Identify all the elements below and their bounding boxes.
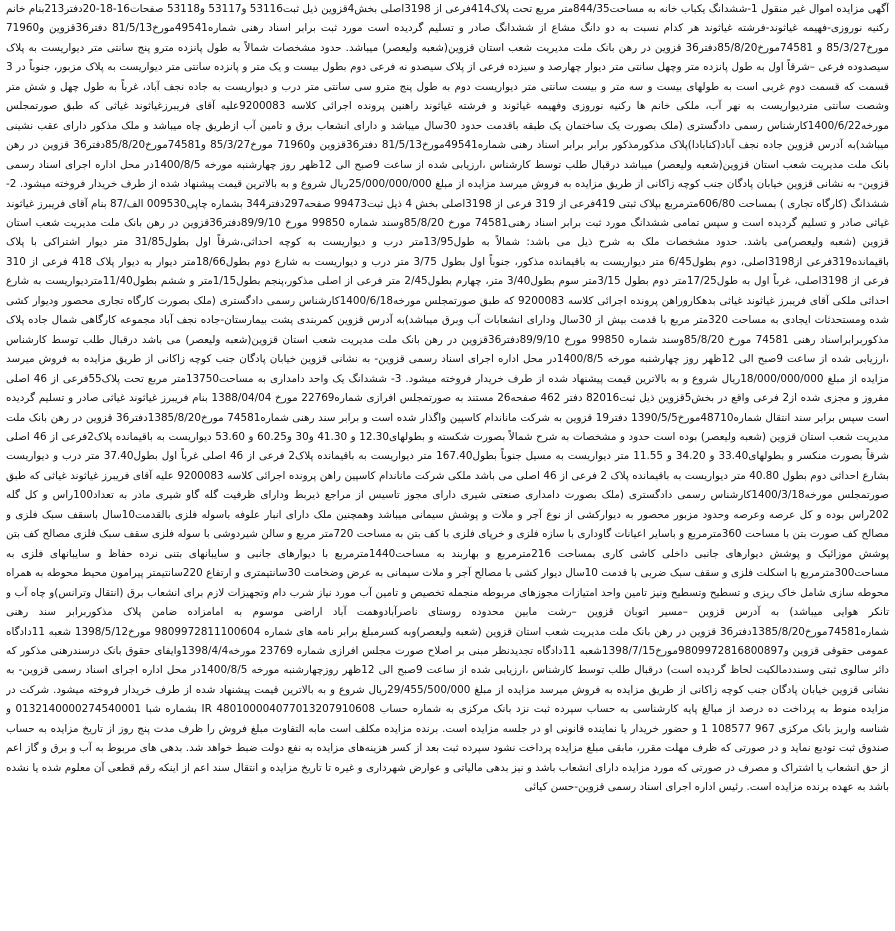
notice-body: [6, 0, 889, 798]
auction-notice: [6, 0, 889, 926]
notice-signature: رئیس اداره اجرای اسناد رسمی قزوین-حسن کیائی: [524, 781, 744, 794]
notice-body-text: آگهی مزایده اموال غیر منقول 1-ششدانگ یکباب خانه به مساحت844/35متر مربع تحت پلاک414فرعی از 3198اصلی بخش4قزوین ذیل ثبت53116 و53117 و53118 صفحات16-18-20دفتر213بنام خانم رکنیه نوروزی-فهیمه غیاثوند-فرشته غیاثوند هر کدام نسبت به دو دانگ مشاع از ششدانگ صادر و تسلیم گردیده است مورد ثبت برابر اسناد رهنی شماره49541مورخ81/5/13 دفتر36قزوین و71960 مورخ85/3/27 و 74581مورخ85/8/20دفتر36 قزوین در رهن بانک ملت مدیریت شعب استان قزوین(شعبه ولیعصر) میباشد. حدود مشخصات شمالاً به طول پانزده مترو پنج سانتی متر دیواریست به پلاک سیصدوده فرعی –شرقاً اول به طول پانزده متر وچهل سانتی متر دیوار چهارصد و سیزده فرعی از پلاک سیصدو نه فرعی دوم بطول بیست و یک متر و پانزده سانتی متر دیواریست به پلاک مزبور، جنوباً در 3 قسمت که قسمت دوم غربی است به طولهای بیست و سه متر و بیست سانتی متر دیواریست دوم به طول پنج مترو سی سانتی متر درب و دیواریست به جاده نجف آباد، غرباً به طول چهل و شش متر وشصت سانتی متردیواریست به نهر آب، ملکی خانم ها رکنیه نوروزی وفهیمه غیاثوند و فرشته غیاثوند راهنین پرونده اجرائی کلاسه 9200083علیه آقای فریبرزغیاثوند غیاثی که طبق صورتمجلس مورخه1400/6/22کارشناس رسمی دادگستری (ملک بصورت یک ساختمان یک طبقه باقدمت حدود 30سال میباشد و دارای انشعاب برق و تامین آب ازطریق چاه میباشد و ملک مذکور دارای عقب نشینی میباشد)به آدرس قزوین جاده نجف آباد(کنابادا)پلاک مذکورمذکور برابر برابر اسناد رهنی شماره49541مورخ81/5/13 دفتر36قزوین و71960 مورخ85/3/27 و74581مورخ85/8/20دفتر36 قزوین در رهن بانک ملت مدیریت شعب استان قزوین(شعبه ولیعصر) میباشد درقبال طلب توسط کارشناس ،ارزیابی شده از ساعت 9صبح الی 12ظهر روز چهارشنبه مورخه 1400/8/5در محل اداره اجرای اسناد رسمی قزوین- به نشانی قزوین خیابان پادگان جنب کوچه زاکانی از طریق مزایده به فروش میرسد مزایده از مبلغ 25/000/000/000ریال شروع و به بالاترین قیمت پیشنهاد شده از طرف خریدار فروخته میشود. 2-ششدانگ (کارگاه تجاری ) بمساحت 606/80مترمربع بپلاک ثبتی 419فرعی از 319 فرعی از 3198اصلی بخش 4 ذیل ثبت99473 صفحه297دفتر344 بشماره چاپی009530 الف/87 بنام آقای فریبرز غیاثوند غیاثی صادر و تسلیم گردیده است و سپس تمامی ششدانگ مورد ثبت برابر اسناد رهنی74581 مورخ 85/8/20وسند شماره 99850 مورخ 89/9/10دفتر36قزوین در رهن بانک ملت مدیریت شعب استان قزوین (شعبه ولیعصر)می باشد. حدود مشخصات ملک به شرح ذیل می باشد: شمالاً به طول13/95متر درب و دیواریست به کوچه احداثی،شرقاً اول بطول31/85 متر دیوار اشتراکی با پلاک باقیمانده319فرعی از3198اصلی، دوم بطول6/45 متر دیواریست به باقیمانده مذکور، جنوباً اول بطول 3/75 متر درب و دیواریست به شارع دوم بطول18/66متر دیوار به دیوار پلاک 418 فرعی از 310 فرعی از 3198اصلی، غرباً اول به طول17/25متر دوم بطول 3/15متر سوم بطول3/40 متر، چهارم بطول2/45 متر فرعی از اصلی مذکور،پنجم بطول1/15متر و ششم بطول11/40متردیواریست به شارع احداثی ملکی آقای فریبرز غیاثوند غیاثی بدهکاروراهن پرونده اجرائی کلاسه 9200083 که طبق صورتمجلس مورخه1400/6/18کارشناس رسمی دادگستری (ملک بصورت کارگاه تجاری محصور ودیوار کشی شده ومستحدثات ایجادی به مساحت 320متر مربع با قدمت بیش از 30سال ودارای انشعابات آب وبرق میباشد)به آدرس قزوین کمربندی پشت بیمارستان-جاده نجف آباد مجموعه کارگاهی شمال جاده پلاک مذکوربرابراسناد رهنی 74581 مورخ 85/8/20وسند شماره 99850 مورخ 89/9/10دفتر36قزوین در رهن بانک ملت مدیریت شعب استان قزوین(شعبه ولیعصر) می باشد درقبال طلب توسط کارشناس ،ارزیابی شده از ساعت 9صبح الی 12ظهر روز چهارشنبه مورخه 1400/8/5در محل اداره اجرای اسناد رسمی قزوین- به نشانی قزوین خیابان پادگان جنب کوچه زاکانی از طریق مزایده به فروش میرسد مزایده از مبلغ 18/000/000/000ریال شروع و به بالاترین قیمت پیشنهاد شده از طرف خریدار فروخته میشود. 3- ششدانگ یک واحد دامداری به مساحت13750متر مربع تحت پلاک55فرعی از 46 اصلی مفروز و مجزی شده از2 فرعی واقع در بخش5قزوین ذیل ثبت82016 دفتر 462 صفحه26 مستند به صورتمجلس افرازی شماره22769 مورخ 1388/04/04 بنام فریبرز غیاثوند غیاثی صادر و تسلیم گردیده است سپس برابر سند انتقال شماره48710مورخ1390/5/5 دفتر19 قزوین به شرکت ماناندام کاسپین واگذار شده است و برابر سند رهنی شماره74581 مورخ1385/8/20دفتر36 قزوین در رهن بانک ملت مدیریت شعب استان قزوین (شعبه ولیعصر) بوده است حدود و مشخصات به شرح شمالاً بصورت شکسته و بطولهای12.30 و 41.30 و30 و60.25 و 53.60 دیواریست به باقیمانده پلاک2فرعی از 46 اصلی شرقاً بصورت منکسر و بطولهای33.40 و 34.20 و 11.55 متر دیواریست به مسیل جنوباً بطول167.40 متر دیواریست به باقیمانده پلاک2 فرعی از 46 اصلی غرباً اول بطول37.40 متر درب و دیواریست بشارع احداثی دوم بطول 40.80 متر دیواریست به باقیمانده پلاک 2 فرعی از 46 اصلی می باشد ملکی شرکت ماناندام کاسپین راهن پرونده اجرائی کلاسه 9200083 علیه آقای فریبرز غیاثوند غیاثی که طبق صورتمجلس مورخه1400/3/18کارشناس رسمی دادگستری (ملک بصورت دامداری صنعتی شیری دارای مجوز تاسیس از مراجع ذیربط ودارای ظرفیت گله گاو شیری مادر به تعداد100راس و کل گله 202راس بوده و کل عرصه وعرصه وحدود مزبور محصور به دیوارکشی از نوع آجر و ملات و پوشش سیمانی میباشد وهمچنین ملک دارای انبار علوفه باسوله فلزی بالقدمت10سال باسقف سبک فلزی و مصالح کف صورت بتن با مساحت 360مترمربع و باسایر اعیانات گاوداری با سازه فلزی و خرپای فلزی با کف بتن به مساحت 720متر مربع و سالن شیردوشی با سوله فلزی سقف سبک فلزی مصالح کف بتن پوشش موزائیک و پوشش دیوارهای جانبی داخلی کاشی کاری بمساحت 216مترمربع و بهاربند به مساحت1440مترمربع با دیوارهای جانبی و سایبانهای بتنی نرده حفاظ و سایبانهای فلزی به مساحت300مترمربع با اسکلت فلزی و سقف سبک ضربی با قدمت 10سال دیوار کشی با مصالح آجر و ملات سیمانی به عرض وضخامت 30سانتیمتری و ارتفاع 220سانتیمتر پیرامون محیط محوطه به همراه محوطه سازی شامل خاک ریزی و تسطیح وتسطیح ونیز تامین واحد امتیازات مجوزهای مربوطه منجمله تخصیص و تامین آب مورد نیاز شرب دام وتجهیزات لازم برای انشعاب برق (انتقال وترانس)و چاه آب و تانکر هوایی میباشد) به آدرس قزوین –مسیر اتوبان قزوین –رشت مابین محدوده روستای ناصرآبادوهمت آباد اراضی موسوم به امامزاده ضامن پلاک مذکوربرابر سند رهنی شماره74581مورخ1385/8/20دفتر36 قزوین در رهن بانک ملت مدیریت شعب استان قزوین (شعبه ولیعصر)وبه کسرمبلغ برابر نامه های شماره 9809972811100604 مورخ1398/5/12 شعبه 11دادگاه عمومی حقوقی قزوین و9809972816800897مورخ1398/7/15شعبه 11دادگاه تجدیدنظر مبنی بر اصلاح صورت مجلس افرازی شماره 23769 مورخه1398/4/4وایفای حقوق بانک درسندرهنی مذکور که دائر سالوی ثبتی وسنددمالکیت لحاظ گردیده است) درقبال طلب توسط کارشناس ،ارزیابی شده از ساعت 9صبح الی 12ظهر روزچهارشنبه مورخه 1400/8/5در محل اداره اجرای اسناد رسمی قزوین- به نشانی قزوین خیابان پادگان جنب کوچه زاکانی از طریق مزایده به فروش میرسد مزایده از مبلغ 29/455/500/000ریال شروع و به بالاترین قیمت پیشنهاد شده از طرف خریدار فروخته میشود. شرکت در مزایده منوط به پرداخت ده درصد از مبالغ پایه کارشناسی به حساب سپرده ثبت نزد بانک مرکزی به شماره حساب IR 480100004077013207910608 بشماره شبا 0132140000274540001 و شناسه واریز بانک مرکزی 967 108577 1 و حضور خریدار یا نماینده قانونی او در جلسه مزایده است. برنده مزایده مکلف است مابه التفاوت مبلغ فروش را ظرف مدت پنج روز از تاریخ مزایده به حساب صندوق ثبت تودیع نماید و در صورتی که ظرف مهلت مقرر، مابقی مبلغ مزایده پرداخت نشود سپرده ثبت بعد از کسر هزینه‌های مزایده به نفع دولت ضبط خواهد شد. بدهی های مربوط به آب و برق و گاز اعم از حق انشعاب یا اشتراک و مصرف در صورتی که مورد مزایده دارای انشعاب باشد و نیز بدهی مالیاتی و عوارض شهرداری و غیره تا تاریخ مزایده و انتقال سند اعم از اینکه رقم قطعی آن معلوم شده یا نشده باشد به عهده برنده مزایده است.: [6, 3, 889, 794]
